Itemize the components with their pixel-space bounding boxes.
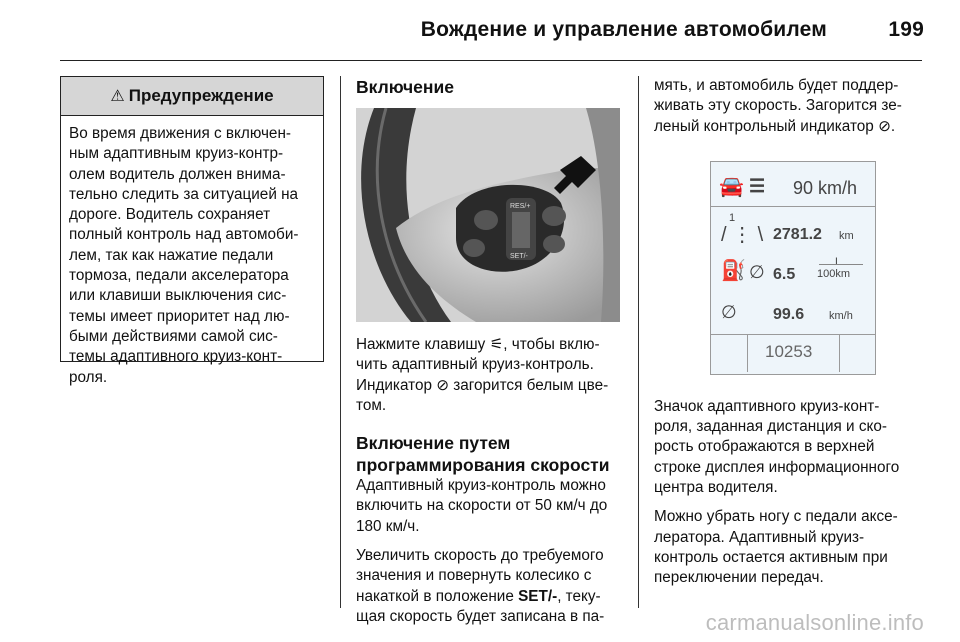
acc-car-icon: 🚘	[719, 175, 744, 198]
text-line: том.	[356, 396, 387, 414]
steering-wheel-illustration	[356, 108, 620, 322]
text-line: переключении передач.	[654, 569, 824, 587]
warning-triangle-icon: ⚠	[110, 88, 125, 105]
warning-text	[61, 116, 323, 388]
warning-line: темы адаптивного круиз-конт-	[69, 348, 283, 366]
text-line: Значок адаптивного круиз-конт-	[654, 397, 880, 415]
warning-line: Во время движения с включен-	[69, 125, 291, 142]
average-icon: ∅	[749, 261, 765, 282]
text-line: контроль остается активным при	[654, 548, 888, 566]
fuel-unit-top: L	[835, 255, 842, 268]
page-number: 199	[888, 18, 924, 41]
warning-box	[60, 76, 324, 386]
cluster-row-trip	[711, 212, 875, 252]
page-title: Вождение и управление автомобилем	[420, 18, 827, 41]
watermark: carmanualsonline.info	[705, 610, 924, 635]
res-button-label: RES/+	[510, 203, 531, 210]
text-line: чить адаптивный круиз-контроль.	[356, 356, 594, 374]
cluster-row-fuel	[711, 254, 875, 294]
text-line: Можно убрать ногу с педали аксе-	[654, 508, 898, 526]
text-line: мять, и автомобиль будет поддер-	[654, 77, 899, 94]
trip-value: 2781.2	[773, 225, 822, 243]
text-line: включить на скорости от 50 км/ч до	[356, 497, 608, 515]
text-fragment: накаткой в положение	[356, 587, 519, 605]
text-line: лератора. Адаптивный круиз-	[654, 528, 865, 546]
text-line: Индикатор ⊘ загорится белым цве-	[356, 376, 609, 394]
text-line: Нажмите клавишу ⚟, чтобы вклю-	[356, 336, 600, 353]
cluster-divider	[747, 334, 748, 372]
warning-line: тельно следить за ситуацией на	[69, 185, 299, 203]
distance-bars-icon: ☰	[749, 175, 766, 196]
odometer: 10253	[765, 341, 813, 361]
text-line	[356, 587, 624, 607]
fuel-unit-bottom: 100km	[817, 267, 851, 280]
warning-line: лем, так как нажатие педали	[69, 246, 274, 264]
text-line: 180 км/ч.	[356, 517, 420, 535]
middle-column	[356, 76, 624, 627]
warning-header	[61, 77, 323, 116]
fuel-pump-icon: ⛽	[721, 259, 746, 282]
text-line: рость отображаются в верхней	[654, 438, 875, 456]
road-icon: / ⋮ \	[721, 223, 764, 246]
cluster-divider	[839, 334, 840, 372]
set-button-label: SET/-	[510, 253, 528, 260]
warning-line: полный контроль над автомоби-	[69, 226, 299, 244]
text-line: центра водителя.	[654, 479, 778, 497]
section-heading-activation: Включение	[356, 77, 454, 97]
trip-unit: km	[839, 229, 854, 242]
cluster-separator	[711, 334, 875, 335]
section-heading-speed-line: программирования скорости	[356, 455, 610, 476]
cluster-separator	[711, 206, 875, 207]
cluster-row-acc	[711, 172, 875, 206]
warning-line: олем водитель должен внима-	[69, 165, 286, 183]
warning-line: роля.	[69, 368, 108, 386]
trip-number: 1	[729, 211, 736, 224]
column-divider-left	[340, 76, 341, 608]
avg-speed-value: 99.6	[773, 305, 805, 323]
text-line: щая скорость будет записана в па-	[356, 607, 605, 625]
fraction-bar	[819, 264, 863, 265]
warning-line: тормоза, педали акселератора	[69, 267, 289, 285]
fuel-value: 6.5	[773, 265, 796, 283]
text-line: Увеличить скорость до требуемого	[356, 547, 604, 565]
warning-line: или клавиши выключения сис-	[69, 287, 287, 305]
section-heading-speed-line: Включение путем	[356, 433, 511, 454]
cluster-row-avg-speed	[711, 298, 875, 332]
average-icon: ∅	[721, 301, 737, 322]
driver-information-display	[710, 161, 876, 375]
steering-wheel-icon	[356, 108, 620, 322]
column-divider-right	[638, 76, 639, 608]
avg-speed-unit: km/h	[829, 309, 853, 322]
text-fragment: , теку-	[557, 587, 601, 605]
text-line: леный контрольный индикатор ⊘.	[654, 117, 896, 135]
text-line: Адаптивный круиз-контроль можно	[356, 477, 606, 495]
right-column	[654, 76, 922, 589]
text-line: живать эту скорость. Загорится зе-	[654, 97, 902, 115]
header-rule	[60, 60, 922, 61]
warning-line: темы имеет приоритет над лю-	[69, 307, 290, 325]
text-line: значения и повернуть колесико с	[356, 567, 592, 585]
warning-line: дороге. Водитель сохраняет	[69, 206, 271, 224]
warning-line: быми действиями самой сис-	[69, 327, 278, 345]
set-speed: 90 km/h	[793, 177, 858, 198]
text-line: строке дисплея информационного	[654, 458, 900, 476]
text-line: роля, заданная дистанция и ско-	[654, 418, 887, 436]
warning-line: ным адаптивным круиз-контр-	[69, 145, 284, 163]
warning-title: Предупреждение	[128, 86, 274, 105]
bold-term: SET/-	[518, 587, 558, 605]
